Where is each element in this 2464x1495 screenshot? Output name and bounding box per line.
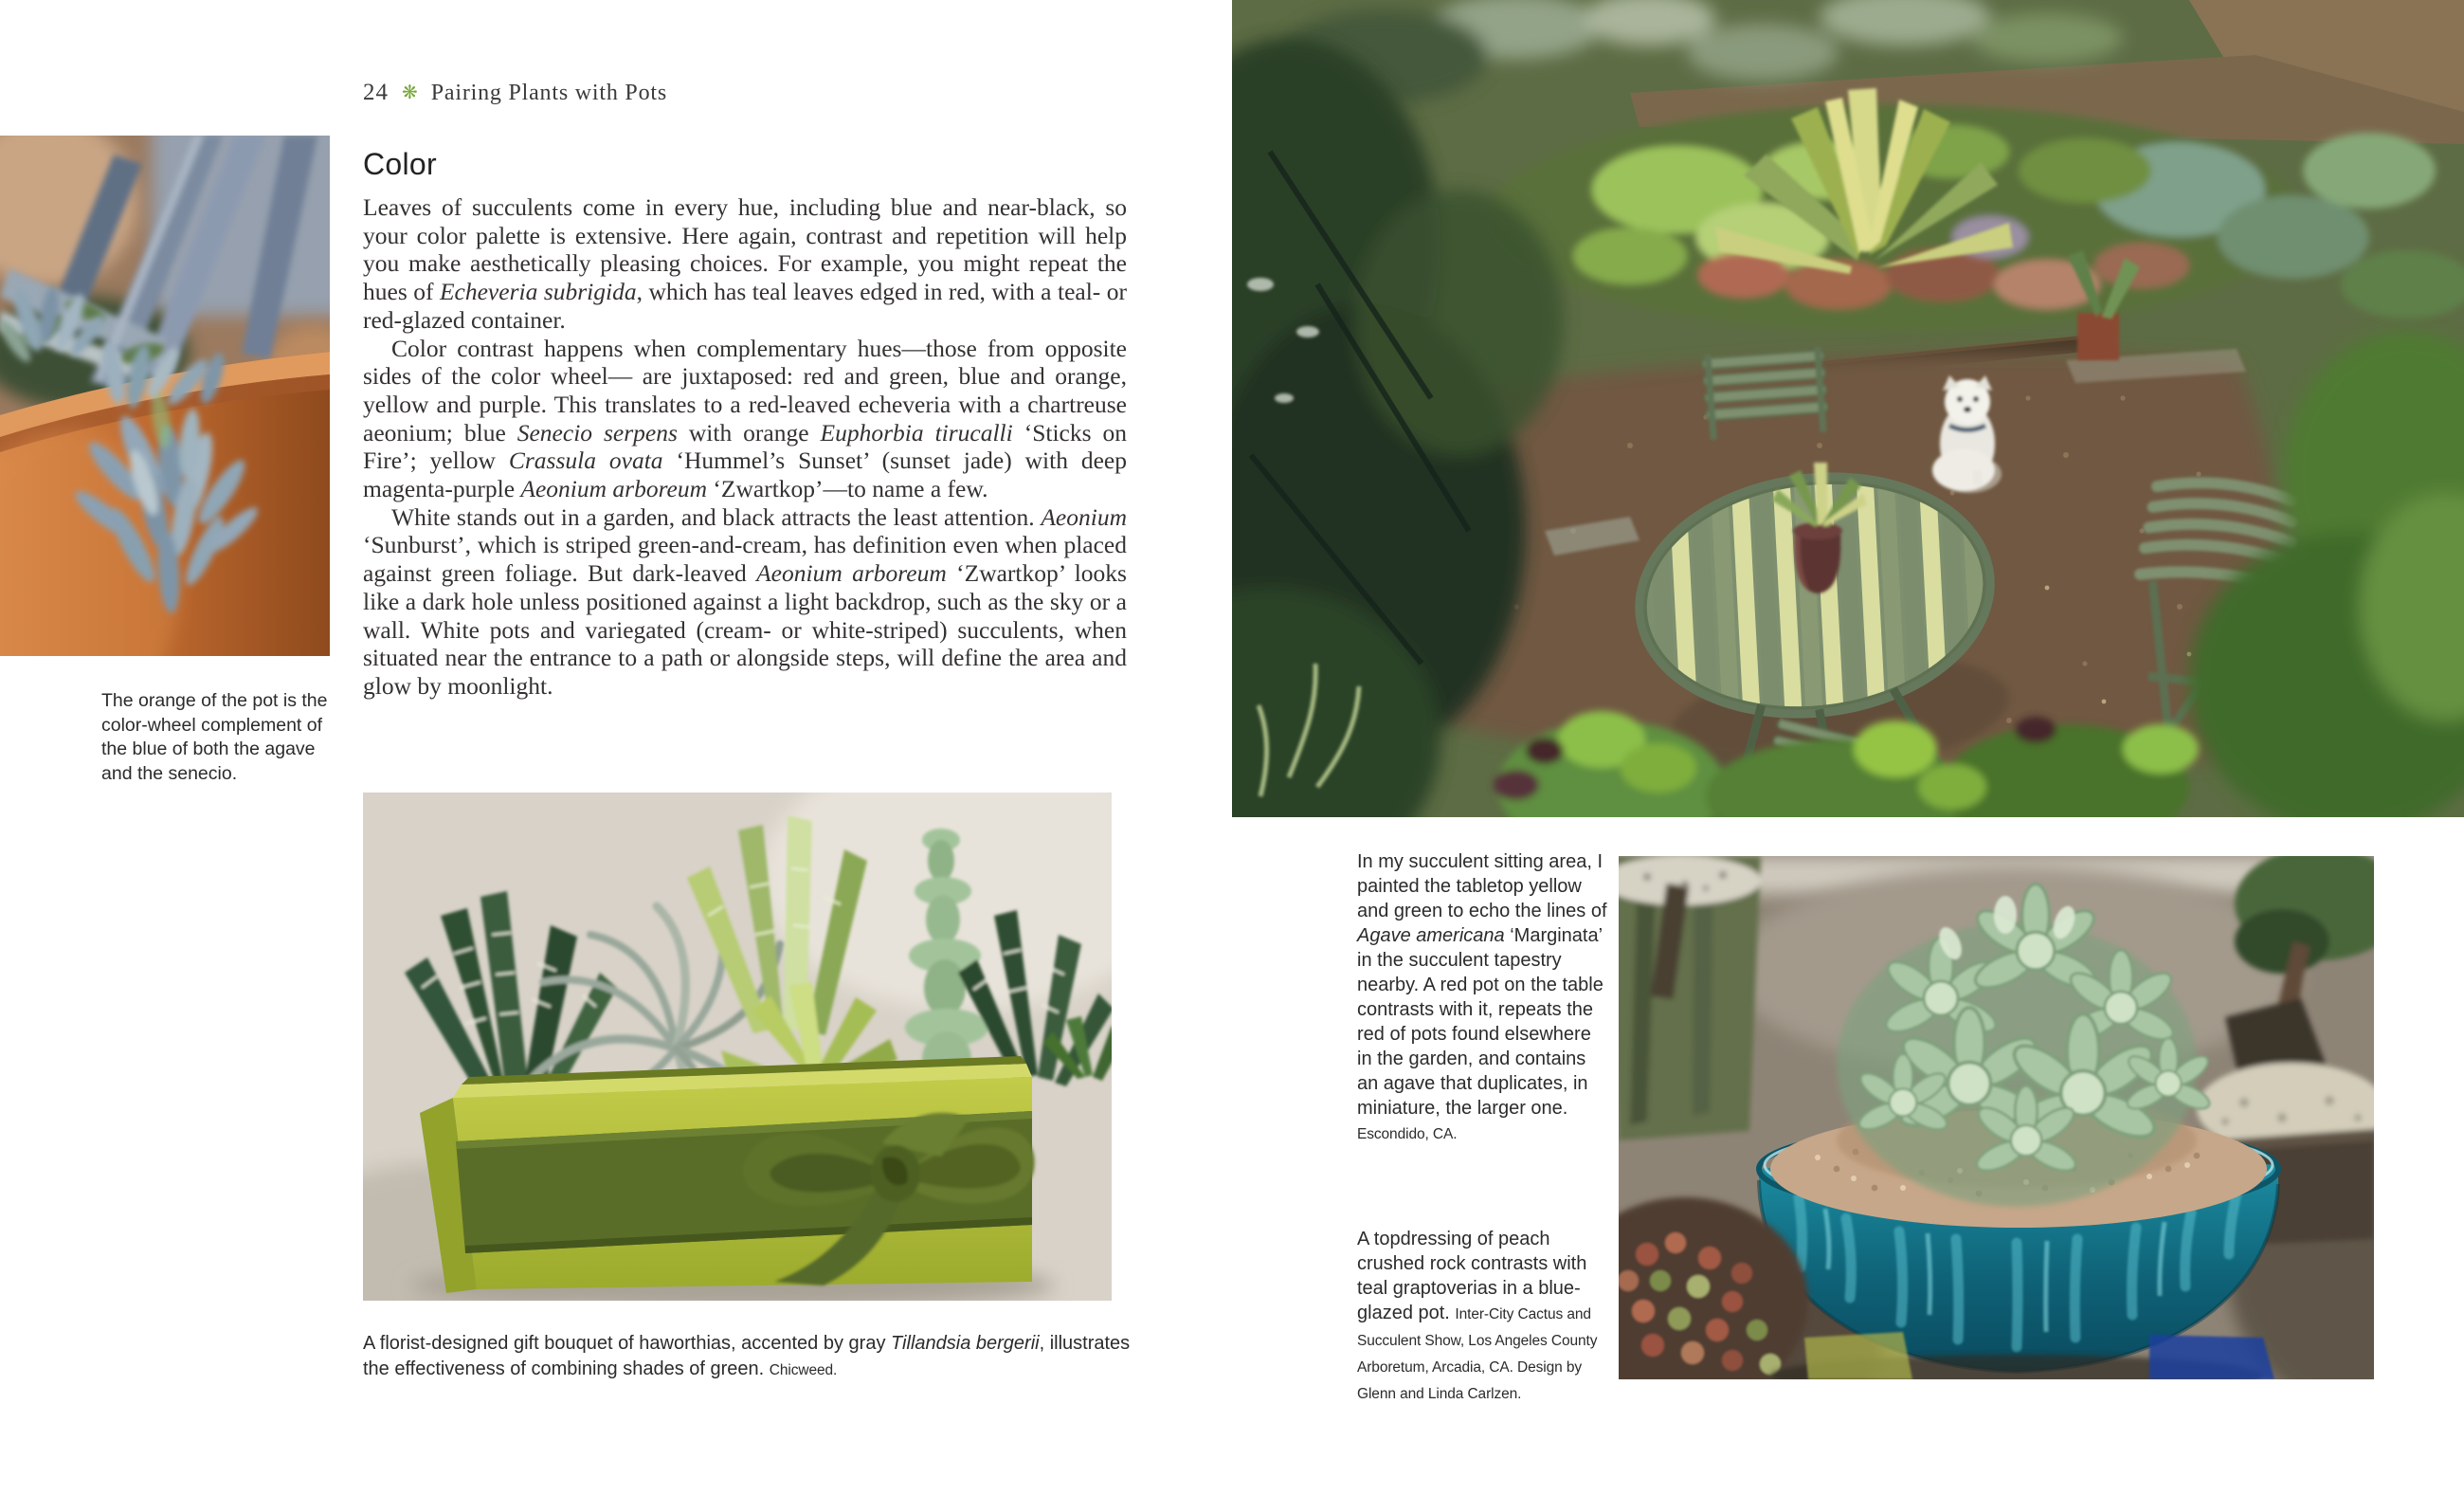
book-title: Pairing Plants with Pots <box>430 81 667 105</box>
asterisk-ornament-icon: ❋ <box>402 81 418 103</box>
body-text-column <box>363 193 1127 701</box>
page-number: 24 <box>363 80 389 105</box>
graptoveria-blue-glazed-pot-photo <box>1619 856 2374 1379</box>
senecio-agave-terracotta-pot-photo <box>0 136 330 656</box>
succulent-garden-sitting-area-photo <box>1232 0 2464 817</box>
graptoveria-photo-caption: A topdressing of peach crushed rock contrasts with teal graptoverias in a blue-glazed pot. Inter-City Cactus and Succulent Show, Los Angeles County Arboretum, Arcadia, CA. Design by Glenn and Linda Carlzen. <box>1357 1229 1598 1402</box>
paragraph: Color contrast happens when complementary hues—those from opposite sides of the color wheel— are juxtaposed: red and green, blue and orange, yellow and purple. This translates to a red-leaved echeveria with a chartreuse aeonium; blue Senecio serpens with orange Euphorbia tirucalli ‘Sticks on Fire’; yellow Crassula ovata ‘Hummel’s Sunset’ (sunset jade) with deep magenta-purple Aeonium arboreum ‘Zwartkop’—to name a few. <box>363 334 1127 503</box>
paragraph: White stands out in a garden, and black attracts the least attention. Aeonium ‘Sunburst’, which is striped green-and-cream, has definition even when placed against green foliage. But dark-leaved Aeonium arboreum ‘Zwartkop’ looks like a dark hole unless positioned against a light backdrop, such as the sky or a wall. White pots and variegated (cream- or white-striped) succulents, when situated near the entrance to a path or alongside steps, will define the area and glow by moonlight. <box>363 502 1127 700</box>
haworthia-gift-bouquet-photo <box>363 793 1112 1301</box>
haworthia-photo-caption: A florist-designed gift bouquet of haworthias, accented by gray Tillandsia bergerii, illustrates the effectiveness of combining shades of green. Chicweed. <box>363 1333 1131 1379</box>
senecio-photo-caption: The orange of the pot is the color-wheel complement of the blue of both the agave and the senecio. <box>101 690 328 784</box>
garden-photo-caption: In my succulent sitting area, I painted the tabletop yellow and green to echo the lines of Agave americana ‘Marginata’ in the succulent tapestry nearby. A red pot on the table contrasts with it, repeats the red of pots found elsewhere in the garden, and contains an agave that duplicates, in miniature, the larger one. Escondido, CA. <box>1357 851 1607 1142</box>
section-heading: Color <box>363 147 437 181</box>
paragraph: Leaves of succulents come in every hue, including blue and near-black, so your color palette is extensive. Here again, contrast and repetition will help you make aesthetically pleasing choices. For example, you might repeat the hues of Echeveria subrigida, which has teal leaves edged in red, with a teal- or red-glazed container. <box>363 193 1128 334</box>
running-head <box>363 80 667 106</box>
